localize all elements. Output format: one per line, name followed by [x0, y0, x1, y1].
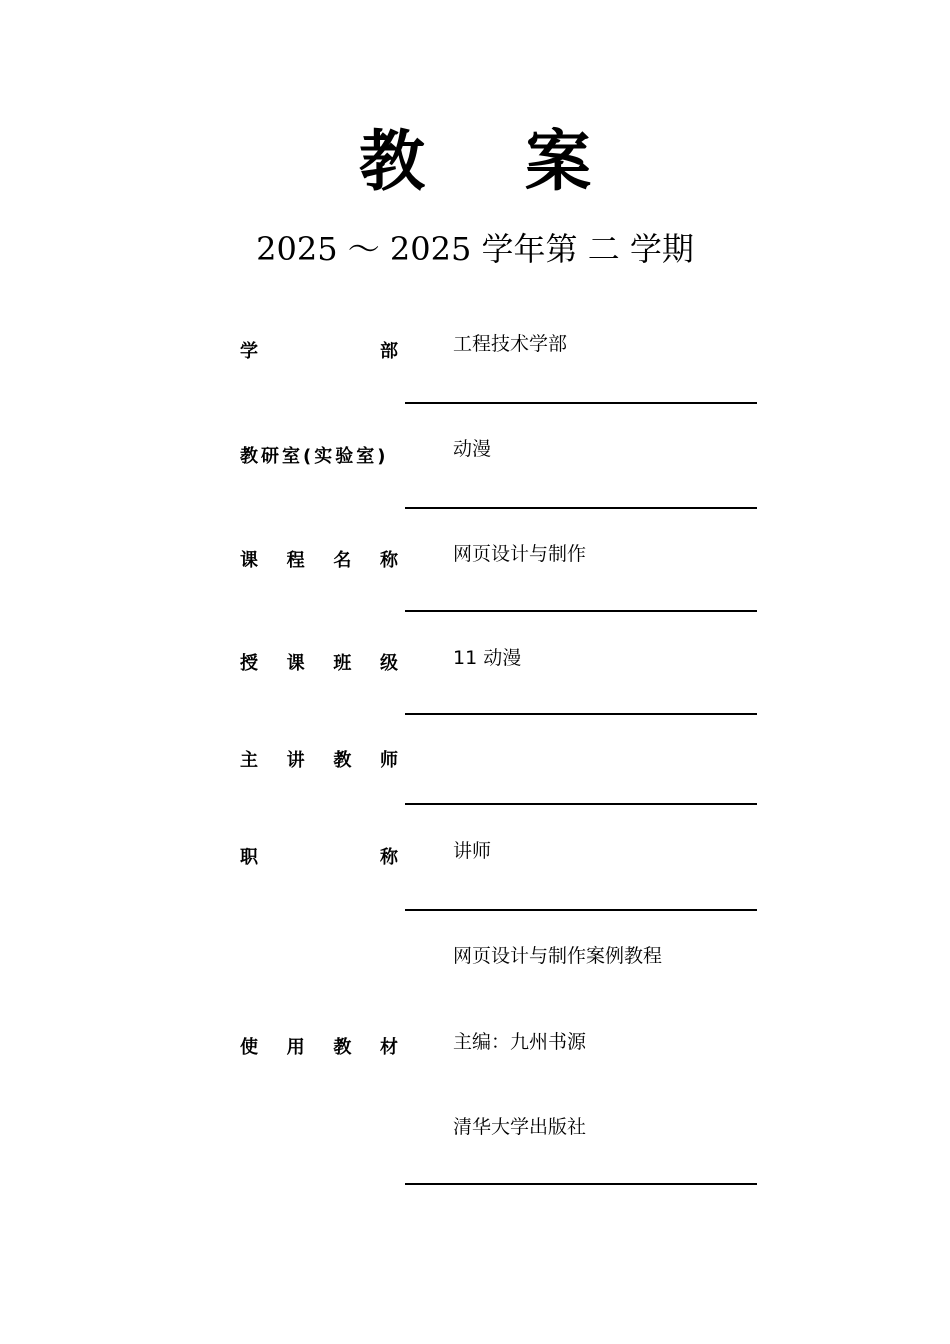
value-teaching-office: 动漫: [453, 438, 492, 460]
label-lead-teacher: [240, 749, 398, 773]
title-char-1: 教: [359, 123, 425, 200]
label-char: 课: [240, 550, 258, 571]
label-char: 职: [240, 847, 258, 868]
value-course-name: 网页设计与制作: [453, 543, 587, 565]
label-char: 称: [380, 847, 398, 868]
label-char: 使: [240, 1037, 258, 1058]
label-char: 班: [333, 653, 352, 674]
label-textbook: [240, 1036, 398, 1060]
label-char: 教: [333, 750, 352, 771]
textbook-editor: 主编：九州书源: [453, 1031, 587, 1053]
underline-class: [405, 713, 757, 715]
label-char: 学: [240, 341, 258, 362]
underline-lead-teacher: [405, 803, 757, 805]
label-char: 级: [379, 653, 398, 674]
label-department: [240, 340, 398, 364]
textbook-name: 网页设计与制作案例教程: [453, 945, 663, 967]
underline-textbook: [405, 1183, 757, 1185]
label-title-rank: [240, 846, 398, 870]
label-char: 课: [286, 653, 305, 674]
value-title-rank: 讲师: [453, 840, 492, 862]
title-char-2: 案: [525, 123, 591, 200]
label-char: 师: [379, 750, 398, 771]
label-char: 讲: [286, 750, 305, 771]
underline-title-rank: [405, 909, 757, 911]
label-char: 授: [240, 653, 258, 674]
label-char: 称: [379, 550, 398, 571]
value-department: 工程技术学部: [453, 333, 568, 355]
label-char: 材: [379, 1037, 398, 1058]
label-course-name: [240, 549, 398, 573]
underline-course-name: [405, 610, 757, 612]
label-char: 主: [240, 750, 258, 771]
label-char: 名: [333, 550, 352, 571]
semester-line: 2025 ～ 2025 学年第 二 学期: [256, 230, 694, 268]
label-class: [240, 652, 398, 676]
label-char: 教: [333, 1037, 352, 1058]
label-char: 部: [380, 341, 398, 362]
document-title: [0, 122, 950, 202]
underline-department: [405, 402, 757, 404]
label-teaching-office: 教研室(实验室): [240, 446, 389, 467]
label-char: 程: [286, 550, 305, 571]
textbook-publisher: 清华大学出版社: [453, 1116, 587, 1138]
underline-teaching-office: [405, 507, 757, 509]
value-class: 11 动漫: [453, 647, 522, 669]
label-char: 用: [286, 1037, 305, 1058]
